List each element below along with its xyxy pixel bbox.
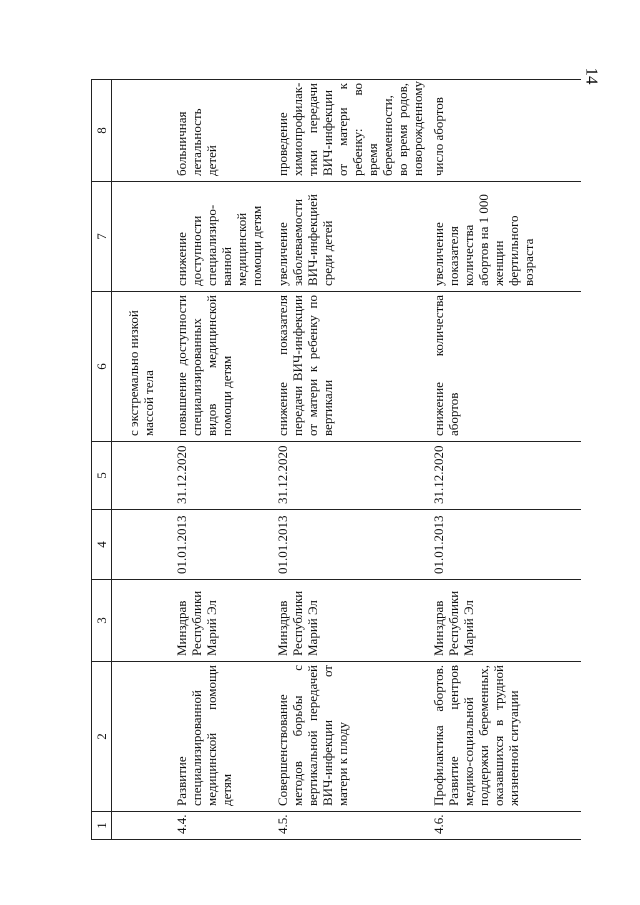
- row-number: 4.6.: [425, 812, 581, 840]
- end-date: 31.12.2020: [425, 442, 581, 510]
- header-col-8: 8: [92, 80, 112, 182]
- header-row: [92, 80, 112, 840]
- header-col-3: 3: [92, 580, 112, 662]
- header-col-5: 5: [92, 442, 112, 510]
- measure-name: Профилактика абортов. Развитие центров медико-социальной поддержки беременных, оказавшихся в трудной жизненной ситуации: [425, 662, 581, 812]
- expected-result: снижение количества абортов: [425, 292, 581, 442]
- page-number: 14: [582, 67, 602, 85]
- consequences: снижение доступности специализиро-ванной медицинской помощи детям: [168, 182, 269, 292]
- table-row: [425, 80, 581, 840]
- indicator-link: число абортов: [425, 80, 581, 182]
- header-col-7: 7: [92, 182, 112, 292]
- row-number: 4.4.: [168, 812, 269, 840]
- measure-name: Развитие специализированной медицинской помощи детям: [168, 662, 269, 812]
- indicator-link: больничная летальность детей: [168, 80, 269, 182]
- measure-name: Совершенствование методов борьбы с вертикальной передачей ВИЧ-инфекции от матери к плоду: [269, 662, 425, 812]
- executor: Минздрав Республики Марий Эл: [168, 580, 269, 662]
- header-col-4: 4: [92, 510, 112, 580]
- continuation-row: [112, 80, 169, 840]
- expected-result: повышение доступности специализированных видов медицинской помощи детям: [168, 292, 269, 442]
- row-number: 4.5.: [269, 812, 425, 840]
- measures-table-rotated: [91, 80, 541, 840]
- continuation-result: с экстремально низкой массой тела: [112, 292, 169, 442]
- expected-result: снижение показателя передачи ВИЧ-инфекции от матери к ребенку по вертикали: [269, 292, 425, 442]
- executor: Минздрав Республики Марий Эл: [269, 580, 425, 662]
- table-row: [168, 80, 269, 840]
- executor: Минздрав Республики Марий Эл: [425, 580, 581, 662]
- table-row: [269, 80, 425, 840]
- measures-table: [91, 79, 581, 840]
- start-date: 01.01.2013: [425, 510, 581, 580]
- header-col-2: 2: [92, 662, 112, 812]
- header-col-1: 1: [92, 812, 112, 840]
- end-date: 31.12.2020: [168, 442, 269, 510]
- header-col-6: 6: [92, 292, 112, 442]
- consequences: увеличение заболеваемости ВИЧ-инфекцией среди детей: [269, 182, 425, 292]
- consequences: увеличение показателя количества абортов на 1 000 женщин фертильного возраста: [425, 182, 581, 292]
- end-date: 31.12.2020: [269, 442, 425, 510]
- indicator-link: проведение химиопрофилак-тики передачи ВИЧ-инфекции от матери к ребенку: во время беременности, во время родов, новорожденному: [269, 80, 425, 182]
- start-date: 01.01.2013: [168, 510, 269, 580]
- start-date: 01.01.2013: [269, 510, 425, 580]
